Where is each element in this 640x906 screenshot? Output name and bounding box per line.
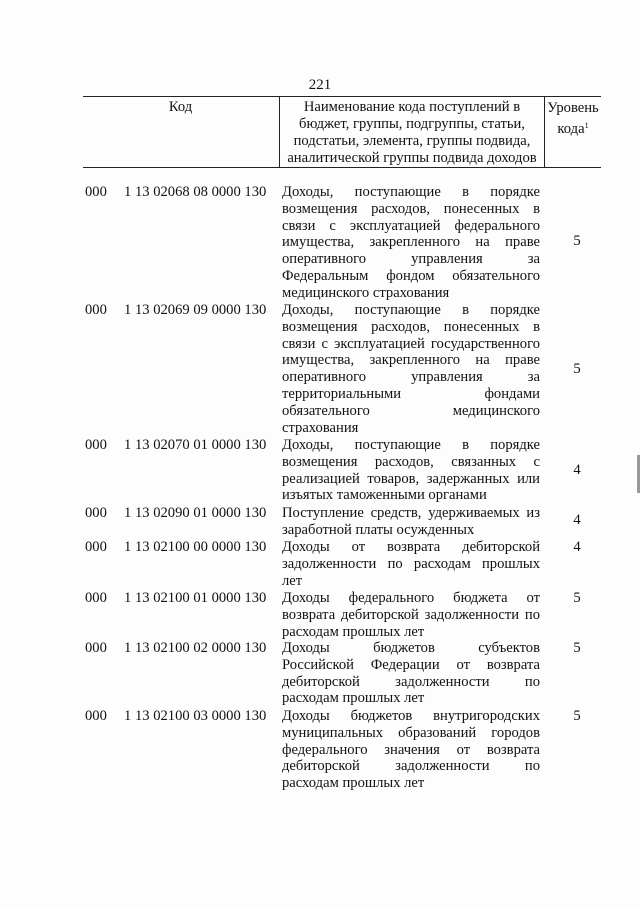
- revenue-name-line: федерального значения от возврата: [282, 741, 540, 758]
- revenue-name-line: Доходы, поступающие в порядке: [282, 302, 540, 318]
- code-level: 4: [573, 539, 581, 555]
- revenue-name-line: расходам прошлых лет: [282, 775, 425, 792]
- admin-code: 000: [85, 640, 107, 656]
- admin-code: 000: [85, 708, 107, 724]
- header-level-line: Уровень: [547, 100, 599, 116]
- revenue-name-line: Доходы от возврата дебиторской: [282, 539, 540, 555]
- revenue-name: [282, 505, 540, 539]
- revenue-name-line: реализацией товаров, задержанных или: [282, 470, 540, 487]
- code-level: 4: [573, 512, 581, 528]
- header-name-line: бюджет, группы, подгруппы, статьи,: [299, 116, 525, 132]
- revenue-name-line: дебиторской задолженности по: [282, 673, 540, 690]
- code-level: 5: [573, 590, 581, 606]
- header-name-line: аналитической группы подвида доходов: [287, 150, 537, 166]
- revenue-name-line: медицинского страхования: [282, 284, 450, 301]
- revenue-code: 1 13 02100 03 0000 130: [124, 708, 267, 724]
- revenue-name-line: территориальными фондами: [282, 385, 540, 402]
- admin-code: 000: [85, 539, 107, 555]
- revenue-code: 1 13 02100 02 0000 130: [124, 640, 267, 656]
- admin-code: 000: [85, 302, 107, 318]
- revenue-name: [282, 437, 540, 504]
- revenue-name-line: оперативного управления за: [282, 369, 540, 386]
- revenue-name-line: Доходы, поступающие в порядке: [282, 184, 540, 200]
- revenue-name: [282, 590, 540, 640]
- revenue-code: 1 13 02090 01 0000 130: [124, 505, 267, 521]
- header-name-line: подстатьи, элемента, группы подвида,: [293, 133, 531, 149]
- code-level: 5: [573, 640, 581, 656]
- revenue-name-line: имущества, закрепленного на праве: [282, 234, 540, 251]
- admin-code: 000: [85, 505, 107, 521]
- revenue-name-line: возврата дебиторской задолженности по: [282, 606, 540, 623]
- revenue-name-line: Федеральным фондом обязательного: [282, 267, 540, 284]
- header-code: Код: [168, 99, 193, 115]
- code-level: 5: [573, 708, 581, 724]
- footnote-marker: 1: [584, 121, 589, 130]
- revenue-name-line: имущества, закрепленного на праве: [282, 352, 540, 369]
- revenue-name-line: Доходы федерального бюджета от: [282, 590, 540, 606]
- code-level: 5: [573, 361, 581, 377]
- revenue-name: [282, 539, 540, 589]
- revenue-code: 1 13 02100 00 0000 130: [124, 539, 267, 555]
- revenue-name-line: Доходы, поступающие в порядке: [282, 437, 540, 453]
- revenue-name: [282, 184, 540, 302]
- revenue-name-line: задолженности по расходам прошлых: [282, 555, 540, 572]
- revenue-name-line: заработной платы осужденных: [282, 521, 475, 538]
- revenue-name-line: страхования: [282, 419, 359, 436]
- revenue-name-line: возмещения расходов, понесенных в: [282, 200, 540, 217]
- revenue-name-line: связи с эксплуатацией государственного: [282, 335, 540, 352]
- revenue-name-line: возмещения расходов, понесенных в: [282, 318, 540, 335]
- admin-code: 000: [85, 437, 107, 453]
- revenue-name: [282, 640, 540, 707]
- revenue-name-line: Российской Федерации от возврата: [282, 656, 540, 673]
- revenue-code: 1 13 02070 01 0000 130: [124, 437, 267, 453]
- revenue-name-line: лет: [282, 572, 303, 589]
- header-level-word: кода: [557, 121, 585, 137]
- revenue-code: 1 13 02100 01 0000 130: [124, 590, 267, 606]
- revenue-name-line: обязательного медицинского: [282, 402, 540, 419]
- admin-code: 000: [85, 184, 107, 200]
- code-level: 4: [573, 462, 581, 478]
- revenue-name-line: Поступление средств, удерживаемых из: [282, 505, 540, 521]
- revenue-name-line: Доходы бюджетов внутригородских: [282, 708, 540, 724]
- revenue-name-line: возмещения расходов, связанных с: [282, 453, 540, 470]
- page-number: 221: [308, 77, 332, 93]
- revenue-name-line: дебиторской задолженности по: [282, 758, 540, 775]
- admin-code: 000: [85, 590, 107, 606]
- revenue-name-line: расходам прошлых лет: [282, 690, 425, 707]
- revenue-name-line: связи с эксплуатацией федерального: [282, 217, 540, 234]
- revenue-name-line: оперативного управления за: [282, 251, 540, 268]
- revenue-name-line: Доходы бюджетов субъектов: [282, 640, 540, 656]
- revenue-name-line: муниципальных образований городов: [282, 724, 540, 741]
- revenue-name-line: расходам прошлых лет: [282, 623, 425, 640]
- revenue-code: 1 13 02068 08 0000 130: [124, 184, 267, 200]
- header-name-line: Наименование кода поступлений в: [303, 99, 521, 115]
- revenue-code: 1 13 02069 09 0000 130: [124, 302, 267, 318]
- revenue-name-line: изъятых таможенными органами: [282, 487, 487, 504]
- revenue-name: [282, 302, 540, 436]
- code-level: 5: [573, 233, 581, 249]
- revenue-name: [282, 708, 540, 792]
